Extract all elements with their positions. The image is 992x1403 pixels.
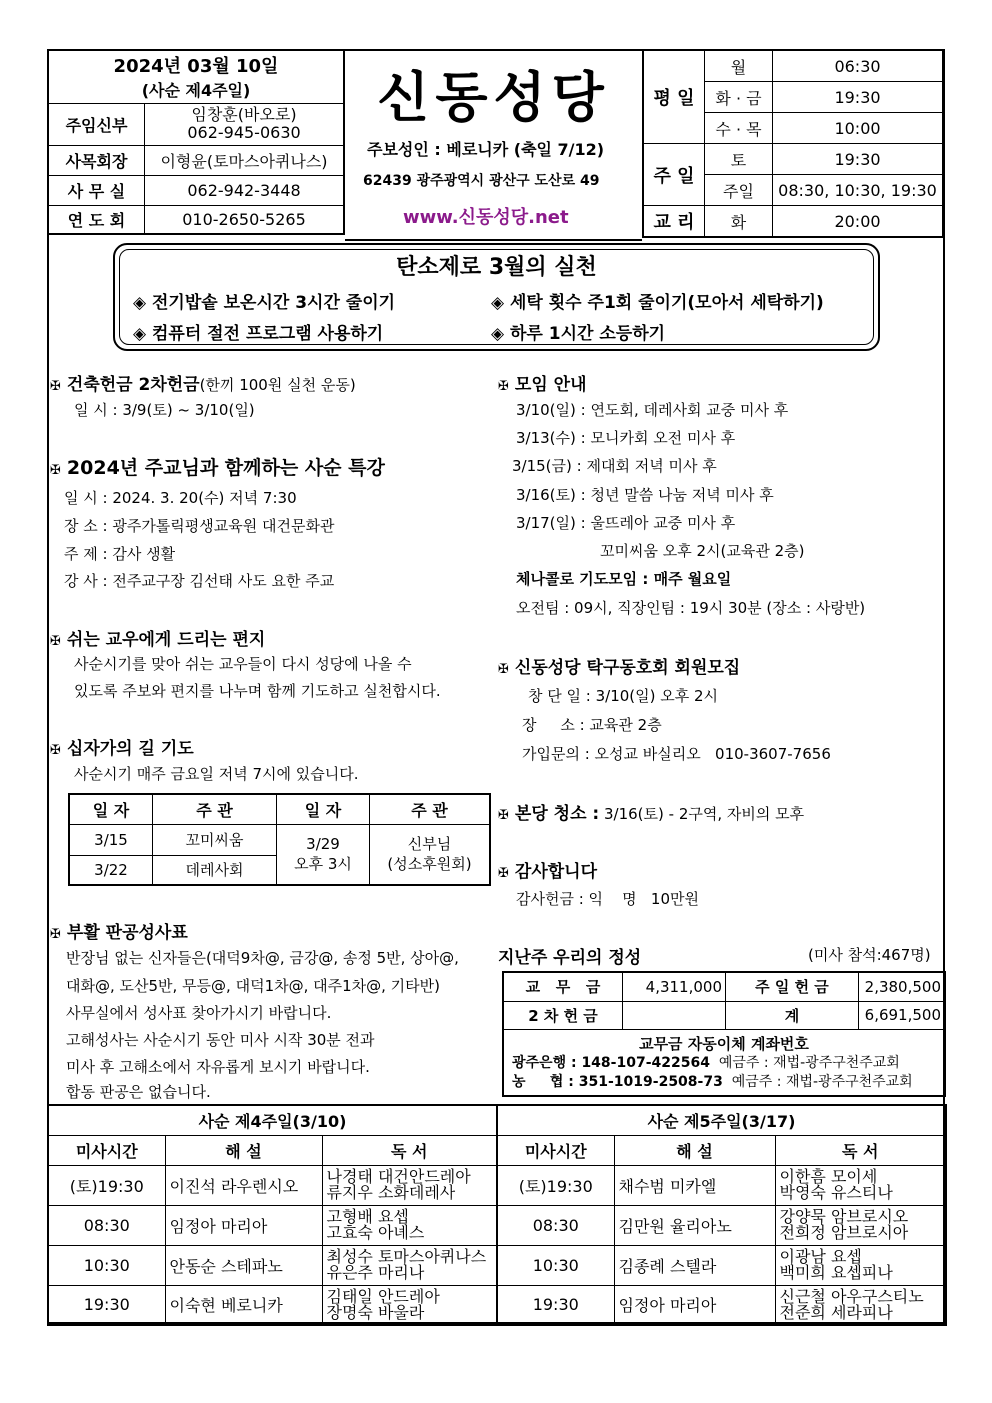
- confession-line: 반장님 없는 신자들은(대덕9차@, 금강@, 송정 5반, 상아@,: [66, 949, 459, 967]
- schedule-day: 월: [705, 50, 773, 82]
- account-holder: 예금주 : 재법-광주구천주교회: [731, 1073, 913, 1090]
- meeting-line: 3/13(수) : 모니카회 오전 미사 후: [516, 429, 736, 447]
- mass-time: 10:30: [48, 1245, 165, 1285]
- meetings-title: ✠ 모임 안내: [498, 375, 587, 395]
- patron-saint: 주보성인 : 베로니카 (축일 7/12): [367, 140, 605, 159]
- cenacle-title: 체나콜로 기도모임 : 매주 월요일: [516, 570, 732, 588]
- council-president-value: 이형윤(토마스아퀴나스): [145, 145, 345, 175]
- cross-mark-icon: ✠: [50, 379, 61, 394]
- stations-date: 3/15: [69, 824, 153, 855]
- readers: 신근철 아우구스티노 전준희 세라피나: [775, 1285, 946, 1325]
- roster-header: 독 서: [775, 1135, 946, 1165]
- commentator: 김종례 스텔라: [614, 1245, 775, 1285]
- readers: 김태일 안드레아 장명숙 바울라: [322, 1285, 497, 1325]
- thanks-line: 감사헌금 : 익 명 10만원: [516, 890, 699, 908]
- confession-line: 합동 판공은 없습니다.: [66, 1083, 211, 1101]
- mass-time: 08:30: [497, 1205, 614, 1245]
- doctrine-label: 교 리: [643, 206, 705, 238]
- liturgical-week: (사순 제4주일): [141, 81, 251, 101]
- meeting-line: 3/16(토) : 청년 말씀 나눔 저녁 미사 후: [516, 486, 774, 504]
- stations-header: 주 관: [370, 794, 491, 824]
- schedule-time: 19:30: [773, 82, 944, 113]
- schedule-time: 06:30: [773, 50, 944, 82]
- stations-line: 사순시기 매주 금요일 저녁 7시에 있습니다.: [74, 765, 359, 783]
- parish-name: 신동성당: [377, 66, 610, 129]
- stations-header: 일 자: [277, 794, 370, 824]
- meeting-line: 3/17(일) : 울뜨레아 교중 미사 후: [516, 514, 736, 532]
- readers: 이광남 요셉 백미희 요셉피나: [775, 1245, 946, 1285]
- commentator: 이진석 라우렌시오: [165, 1165, 322, 1205]
- cleaning-notice: ✠ 본당 청소 : 3/16(토) - 2구역, 자비의 모후: [498, 804, 805, 824]
- schedule-time: 20:00: [773, 206, 944, 238]
- stations-header: 일 자: [69, 794, 153, 824]
- office-label: 사 무 실: [48, 175, 145, 205]
- offering-amount: [623, 1001, 726, 1029]
- account-bank: 농 협 : 351-1019-2508-73: [512, 1073, 723, 1090]
- schedule-time: 19:30: [773, 144, 944, 175]
- account-bank: 광주은행 : 148-107-422564: [512, 1054, 710, 1071]
- pastor-value: 임창훈(바오로) 062-945-0630: [145, 103, 345, 145]
- account-holder: 예금주 : 재법-광주구천주교회: [718, 1054, 900, 1071]
- stations-header: 주 관: [153, 794, 277, 824]
- stations-table: [68, 793, 491, 886]
- header-title-box: [345, 49, 642, 241]
- lecture-title: ✠ 2024년 주교님과 함께하는 사순 특강: [50, 457, 385, 479]
- readers: 고형배 요셉 고효숙 아녜스: [322, 1205, 497, 1245]
- offering-amount: 4,311,000: [623, 972, 726, 1001]
- mass-schedule-table: [642, 49, 944, 238]
- schedule-day: 수 · 목: [705, 113, 773, 144]
- commentator: 채수범 미카엘: [614, 1165, 775, 1205]
- schedule-time: 10:00: [773, 113, 944, 144]
- attendance-count: (미사 참석:467명): [808, 946, 931, 964]
- confession-line: 미사 후 고해소에서 자유롭게 보시기 바랍니다.: [66, 1058, 370, 1076]
- letter-line: 사순시기를 맞아 쉬는 교우들이 다시 성당에 나올 수: [74, 655, 412, 673]
- offering-title: 지난주 우리의 정성: [498, 948, 642, 968]
- stations-title: ✠ 십자가의 길 기도: [50, 739, 194, 759]
- stations-date-merged: 3/29 오후 3시: [277, 824, 370, 885]
- cross-mark-icon: ✠: [50, 463, 61, 478]
- meeting-line: 꼬미씨움 오후 2시(교육관 2층): [600, 542, 805, 560]
- commentator: 이숙현 베로니카: [165, 1285, 322, 1325]
- lecture-line: 장 소 : 광주가톨릭평생교육원 대건문화관: [64, 517, 335, 535]
- thanks-title: ✠ 감사합니다: [498, 862, 598, 882]
- stations-host: 꼬미씨움: [153, 824, 277, 855]
- offering-label: 교 무 금: [503, 972, 623, 1001]
- letter-title: ✠ 쉬는 교우에게 드리는 편지: [50, 630, 266, 650]
- confession-line: 고해성사는 사순시기 동안 미사 시작 30분 전과: [66, 1031, 375, 1049]
- cross-mark-icon: ✠: [50, 927, 61, 942]
- parish-address: 62439 광주광역시 광산구 도산로 49: [363, 173, 600, 189]
- sunday-label: 주 일: [643, 144, 705, 206]
- offering-amount: 2,380,500: [859, 972, 946, 1001]
- office-phone: 062-942-3448: [145, 175, 345, 205]
- commentator: 임정아 마리아: [165, 1205, 322, 1245]
- confession-line: 사무실에서 성사표 찾아가시기 바랍니다.: [66, 1004, 332, 1022]
- bulletin-date-cell: [48, 50, 344, 103]
- meeting-line: 3/15(금) : 제대회 저녁 미사 후: [512, 457, 717, 475]
- cenacle-line: 오전팀 : 09시, 직장인팀 : 19시 30분 (장소 : 사랑반): [516, 599, 866, 617]
- pingpong-title: ✠ 신동성당 탁구동호회 회원모집: [498, 658, 741, 678]
- cross-mark-icon: ✠: [50, 743, 61, 758]
- readers: 이한흠 모이세 박영숙 유스티나: [775, 1165, 946, 1205]
- meeting-line: 3/10(일) : 연도회, 데레사회 교중 미사 후: [516, 401, 789, 419]
- stations-host-merged: 신부님 (성소후원회): [370, 824, 491, 885]
- readers: 나경태 대건안드레아 류지우 소화데레사: [322, 1165, 497, 1205]
- readers: 최성수 토마스아퀴나스 유은주 마리나: [322, 1245, 497, 1285]
- mass-time: 08:30: [48, 1205, 165, 1245]
- mass-time: (토)19:30: [497, 1165, 614, 1205]
- yeondo-label: 연 도 회: [48, 205, 145, 234]
- council-president-label: 사목회장: [48, 145, 145, 175]
- offering-label: 2 차 헌 금: [503, 1001, 623, 1029]
- carbon-item: ◈ 하루 1시간 소등하기: [491, 324, 666, 344]
- roster-header: 독 서: [322, 1135, 497, 1165]
- commentator: 김만원 율리아노: [614, 1205, 775, 1245]
- building-fund-date: 일 시 : 3/9(토) ~ 3/10(일): [74, 401, 255, 419]
- pingpong-line: 장 소 : 교육관 2층: [522, 716, 662, 734]
- commentator: 안동순 스테파노: [165, 1245, 322, 1285]
- cross-mark-icon: ✠: [50, 634, 61, 649]
- mass-time: (토)19:30: [48, 1165, 165, 1205]
- carbon-item: ◈ 컴퓨터 절전 프로그램 사용하기: [133, 324, 384, 344]
- lecture-line: 주 제 : 감사 생활: [64, 545, 176, 563]
- roster-header: 미사시간: [48, 1135, 165, 1165]
- carbon-title: 탄소제로 3월의 실천: [396, 255, 597, 280]
- pastor-label: 주임신부: [48, 103, 145, 145]
- lecture-line: 강 사 : 전주교구장 김선태 사도 요한 주교: [64, 572, 335, 590]
- roster-header: 해 설: [614, 1135, 775, 1165]
- mass-time: 10:30: [497, 1245, 614, 1285]
- cross-mark-icon: ✠: [498, 662, 509, 677]
- offering-label: 계: [726, 1001, 859, 1029]
- yeondo-phone: 010-2650-5265: [145, 205, 345, 234]
- cross-mark-icon: ✠: [498, 866, 509, 881]
- stations-host: 데레사회: [153, 855, 277, 885]
- cross-mark-icon: ✠: [498, 808, 509, 823]
- mass-time: 19:30: [48, 1285, 165, 1325]
- bulletin-date: 2024년 03월 10일: [113, 56, 279, 78]
- offering-amount: 6,691,500: [859, 1001, 946, 1029]
- building-fund-title: ✠ 건축헌금 2차헌금(한끼 100원 실천 운동): [50, 375, 356, 395]
- schedule-day: 화 · 금: [705, 82, 773, 113]
- parish-info-table: [47, 49, 345, 235]
- week1-title: 사순 제4주일(3/10): [48, 1105, 497, 1135]
- stations-date: 3/22: [69, 855, 153, 885]
- schedule-day: 토: [705, 144, 773, 175]
- schedule-day: 주일: [705, 175, 773, 206]
- carbon-item: ◈ 전기밥솥 보온시간 3시간 줄이기: [133, 293, 396, 313]
- carbon-item: ◈ 세탁 횟수 주1회 줄이기(모아서 세탁하기): [491, 293, 824, 313]
- schedule-day: 화: [705, 206, 773, 238]
- weekday-label: 평 일: [643, 50, 705, 144]
- week2-title: 사순 제5주일(3/17): [497, 1105, 946, 1135]
- offering-table: [502, 971, 946, 1097]
- website-link[interactable]: www.신동성당.net: [403, 207, 569, 228]
- letter-line: 있도록 주보와 편지를 나누며 함께 기도하고 실천합시다.: [74, 682, 441, 700]
- account-info-cell: [503, 1029, 945, 1096]
- pingpong-line: 창 단 일 : 3/10(일) 오후 2시: [528, 687, 719, 705]
- confession-title: ✠ 부활 판공성사표: [50, 923, 188, 943]
- roster-header: 미사시간: [497, 1135, 614, 1165]
- commentator: 임정아 마리아: [614, 1285, 775, 1325]
- mass-time: 19:30: [497, 1285, 614, 1325]
- offering-label: 주 일 헌 금: [726, 972, 859, 1001]
- pingpong-line: 가입문의 : 오성교 바실리오 010-3607-7656: [522, 745, 831, 763]
- mass-roster-table: [47, 1104, 947, 1326]
- roster-header: 해 설: [165, 1135, 322, 1165]
- account-title: 교무금 자동이체 계좌번호: [639, 1034, 809, 1053]
- readers: 강양묵 암브로시오 전희정 암브로시아: [775, 1205, 946, 1245]
- lecture-line: 일 시 : 2024. 3. 20(수) 저녁 7:30: [64, 489, 297, 507]
- cross-mark-icon: ✠: [498, 379, 509, 394]
- schedule-time: 08:30, 10:30, 19:30: [773, 175, 944, 206]
- confession-line: 대화@, 도산5반, 무등@, 대덕1차@, 대주1차@, 기타반): [66, 977, 441, 995]
